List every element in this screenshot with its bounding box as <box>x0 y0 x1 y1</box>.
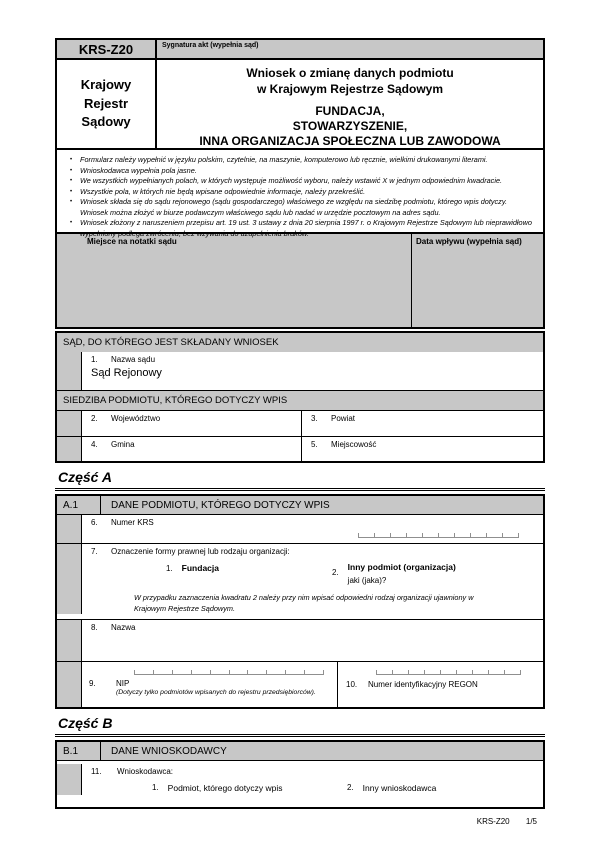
b1-title: DANE WNIOSKODAWCY <box>111 745 227 757</box>
option-fundacja[interactable] <box>166 563 219 573</box>
b1-code: B.1 <box>57 742 101 760</box>
page-footer <box>55 817 545 826</box>
field-1-nazwa-sadu[interactable] <box>82 352 543 390</box>
form-header <box>55 38 545 150</box>
field-number: 1. <box>91 355 98 364</box>
field-5-miejscowosc[interactable] <box>302 437 543 461</box>
form-title-block <box>157 60 543 148</box>
left-strip <box>57 662 82 707</box>
signature-label: Sygnatura akt (wypełnia sąd) <box>162 42 259 49</box>
field-number: 9. <box>89 679 96 689</box>
krs-z20-form-page <box>55 38 545 826</box>
option-number: 1. <box>166 564 173 573</box>
option-label: Fundacja <box>181 563 219 573</box>
form-code-box: KRS-Z20 <box>57 40 157 58</box>
field-label: Numer KRS <box>111 518 154 527</box>
form-title-line1: Wniosek o zmianę danych podmiotu <box>246 66 454 80</box>
field-label: Nazwa sądu <box>111 355 156 364</box>
court-seat-table <box>55 331 545 463</box>
field-number: 2. <box>91 414 98 423</box>
a1-code: A.1 <box>57 496 101 514</box>
option-number: 1. <box>152 783 159 793</box>
field-label: Miejscowość <box>331 440 377 449</box>
option-podmiot-wpisu[interactable] <box>152 783 282 793</box>
form-title-line2: w Krajowym Rejestrze Sądowym <box>256 81 444 96</box>
footer-page-number: 1/5 <box>525 817 537 827</box>
instruction-item: • Wniosek składa się do sądu rejonowego (sądu gospodarczego) właściwego ze względu na siedzibę podmiotu, którego wpis dotyczy. Wniosek można złożyć w biurze podawczym właściwego sądu lub nadać w urzędzie pocztowym na adres sądu. <box>65 197 533 218</box>
field-3-powiat[interactable] <box>302 411 543 436</box>
instruction-item: • Formularz należy wypełnić w języku polskim, czytelnie, na maszynie, komputerowo lub ręcznie, wielkimi drukowanymi literami. <box>65 155 533 166</box>
a1-title: DANE PODMIOTU, KTÓREGO DOTYCZY WPIS <box>111 499 330 511</box>
instruction-item: • We wszystkich wypełnianych polach, w których występuje możliwość wyboru, należy wstawić X w jednym odpowiednim kwadracie. <box>65 176 533 187</box>
field-11-wnioskodawca[interactable] <box>82 764 543 795</box>
field-7-note: W przypadku zaznaczenia kwadratu 2 należy przy nim wpisać odpowiedni rodzaj organizacji ujawniony w Krajowym Rejestrze Sądowym. <box>134 593 474 613</box>
receipt-date-label: Data wpływu (wypełnia sąd) <box>416 237 522 246</box>
field-number: 4. <box>91 440 98 449</box>
field-number: 10. <box>346 680 358 690</box>
section-header-court: SĄD, DO KTÓREGO JEST SKŁADANY WNIOSEK <box>57 333 543 352</box>
field-label: Oznaczenie formy prawnej lub rodzaju organizacji: <box>111 547 290 556</box>
field-2-wojewodztwo[interactable] <box>82 411 302 436</box>
field-8-nazwa[interactable] <box>82 620 543 661</box>
field-number: 6. <box>91 518 98 527</box>
field-10-regon[interactable] <box>338 662 543 707</box>
field-label: Wnioskodawca: <box>117 767 174 777</box>
field-label: Numer identyfikacyjny REGON <box>368 680 478 690</box>
instruction-item: • Wszystkie pola, w których nie będą wpisane odpowiednie informacje, należy przekreślić. <box>65 187 533 198</box>
field-number: 7. <box>91 547 98 556</box>
instruction-item: • Wniosek złożony z naruszeniem przepisu art. 19 ust. 3 ustawy z dnia 20 sierpnia 1997 r. o Krajowym Rejestrze Sądowym lub nieprawidłowo wypełniony podlega zwróceniu, bez wzywania do uzupełnienia braków. <box>65 218 533 239</box>
regon-digit-ruler <box>376 670 521 675</box>
field-label: Województwo <box>111 414 161 423</box>
field-label: Gmina <box>111 440 135 449</box>
option-sublabel: jaki (jaka)? <box>347 576 387 585</box>
option-inny-podmiot[interactable] <box>332 562 456 585</box>
court-notes-row <box>55 234 545 329</box>
option-number: 2. <box>347 783 354 793</box>
instructions-box <box>55 150 545 239</box>
option-label: Podmiot, którego dotyczy wpis <box>167 783 283 794</box>
field-1-value: Sąd Rejonowy <box>91 367 162 379</box>
section-a1 <box>55 494 545 709</box>
field-9-note: (Dotyczy tylko podmiotów wpisanych do rejestru przedsiębiorców). <box>116 689 316 697</box>
field-4-gmina[interactable] <box>82 437 302 461</box>
instructions-list <box>65 155 533 240</box>
left-strip <box>57 620 82 661</box>
form-subtitle-line3: INNA ORGANIZACJA SPOŁECZNA LUB ZAWODOWA <box>199 134 501 149</box>
instruction-item: • Wnioskodawca wypełnia pola jasne. <box>65 166 533 177</box>
form-subtitle-line1: FUNDACJA, <box>315 104 385 119</box>
field-number: 3. <box>311 414 318 423</box>
left-strip <box>57 437 82 461</box>
field-label: Nazwa <box>111 623 136 633</box>
field-label: NIP <box>116 679 130 689</box>
krs-digit-ruler <box>358 533 519 538</box>
receipt-date-box <box>412 234 543 327</box>
field-6-numer-krs[interactable] <box>82 515 543 543</box>
registry-line1: Krajowy <box>80 76 132 92</box>
field-number: 8. <box>91 623 98 633</box>
field-7-forma-prawna[interactable] <box>82 544 543 614</box>
registry-line2: Rejestr <box>83 95 129 111</box>
field-9-nip[interactable] <box>82 662 338 707</box>
option-number: 2. <box>332 568 339 577</box>
part-a-title: Część A <box>55 469 545 491</box>
left-strip <box>57 544 82 614</box>
court-notes-box <box>57 234 412 327</box>
field-number: 5. <box>311 440 318 449</box>
field-number: 11. <box>91 767 102 777</box>
section-header-seat: SIEDZIBA PODMIOTU, KTÓREGO DOTYCZY WPIS <box>57 390 543 410</box>
part-b-title: Część B <box>55 715 545 737</box>
footer-form-code: KRS-Z20 <box>476 817 510 827</box>
signature-field[interactable] <box>157 40 543 58</box>
left-strip <box>57 411 82 436</box>
option-label: Inny wnioskodawca <box>362 783 437 794</box>
left-strip <box>57 515 82 543</box>
option-inny-wnioskodawca[interactable] <box>347 783 436 793</box>
form-subtitle-line2: STOWARZYSZENIE, <box>292 119 408 134</box>
nip-digit-ruler <box>134 670 324 675</box>
court-notes-label: Miejsce na notatki sądu <box>87 237 177 246</box>
section-b1 <box>55 740 545 809</box>
registry-line3: Sądowy <box>81 114 131 130</box>
registry-logo <box>57 60 157 148</box>
left-strip <box>57 352 82 390</box>
option-label: Inny podmiot (organizacja) <box>347 562 456 572</box>
field-label: Powiat <box>331 414 356 423</box>
left-strip <box>57 764 82 795</box>
